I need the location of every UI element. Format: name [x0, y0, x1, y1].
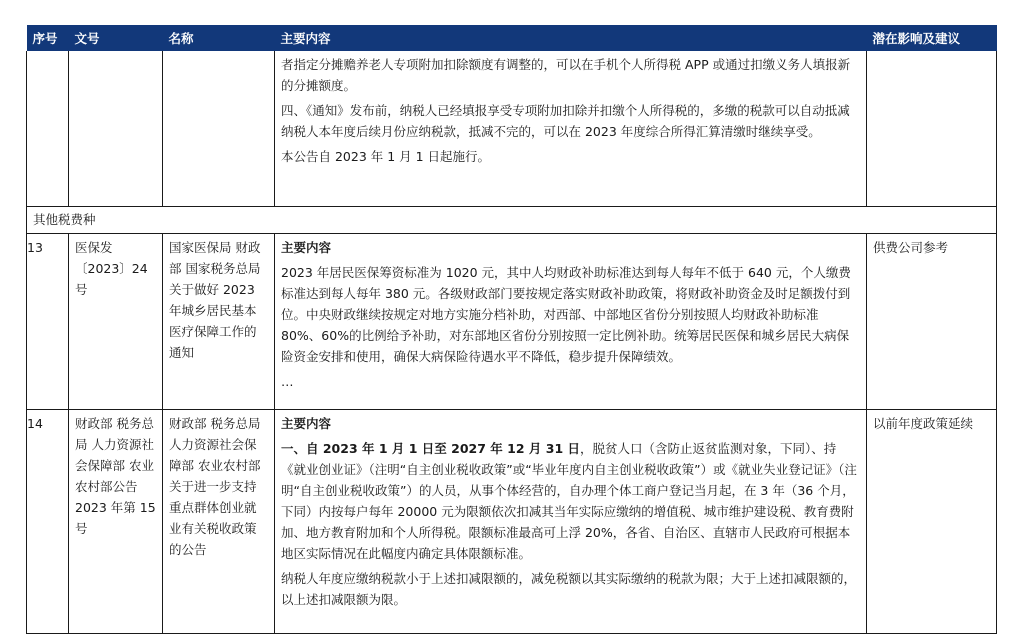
content-paragraph: 2023 年居民医保筹资标准为 1020 元，其中人均财政补助标准达到每人每年不低于 640 元，个人缴费标准达到每人每年 380 元。各级财政部门要按规定落实财政补助政策，将财政补助资金及时足额拨付到位。中央财政继续按规定对地方实施分档补助，对西部、中部地区省份分别按照人均财政补助标准 80%、60%的比例给予补助，对东部地区省份分别按照一定比例补助。统筹居民医保和城乡居民大病保险资金安排和使用，确保大病保险待遇水平不降低，稳步提升保障绩效。 [281, 264, 851, 364]
section-label: 其他税费种 [27, 206, 997, 233]
content-paragraph: 纳税人年度应缴纳税款小于上述扣减限额的，减免税额以其实际缴纳的税款为限；大于上述扣减限额的，以上述扣减限额为限。 [281, 570, 857, 607]
cell-main-content [275, 51, 867, 206]
table-row [27, 233, 997, 409]
policy-table-page [26, 25, 996, 634]
header-impact: 潜在影响及建议 [867, 25, 997, 51]
row-impact: 以前年度政策延续 [867, 409, 997, 633]
header-doc-number: 文号 [69, 25, 163, 51]
header-index: 序号 [27, 25, 69, 51]
cell-doc-number [69, 51, 163, 206]
row-name: 财政部 税务总局 人力资源社会保障部 农业农村部关于进一步支持重点群体创业就业有关税收政策的公告 [163, 409, 275, 633]
row-main-content [275, 409, 867, 633]
header-main-content: 主要内容 [275, 25, 867, 51]
content-heading: 主要内容 [281, 239, 332, 255]
table-header-row [27, 25, 997, 51]
content-paragraph: 四、《通知》发布前，纳税人已经填报享受专项附加扣除并扣缴个人所得税的，多缴的税款可以自动抵减纳税人本年度后续月份应纳税款，抵减不完的，可以在 2023 年度综合所得汇算清缴时继续享受。 [281, 103, 850, 139]
row-doc-number: 财政部 税务总局 人力资源社会保障部 农业农村部公告 2023 年第 15 号 [69, 409, 163, 633]
cell-impact [867, 51, 997, 206]
content-text: ，脱贫人口（含防止返贫监测对象，下同）、持《就业创业证》（注明“自主创业税收政策”或“毕业年度内自主创业税收政策”）或《就业失业登记证》（注明“自主创业税收政策”）的人员，从事个体经营的，自办理个体工商户登记当月起，在 3 年（36 个月，下同）内按每户每年 20000 元为限额依次扣减其当年实际应缴纳的增值税、城市维护建设税、教育费附加、地方教育附加和个人所得税。限额标准最高可上浮 20%，各省、自治区、直辖市人民政府可根据本地区实际情况在此幅度内确定具体限额标准。 [281, 440, 857, 561]
content-paragraph: 本公告自 2023 年 1 月 1 日起施行。 [281, 149, 491, 164]
table-row-continued [27, 51, 997, 206]
section-row-other-taxes [27, 206, 997, 233]
content-ellipsis: … [281, 373, 294, 389]
row-name: 国家医保局 财政部 国家税务总局关于做好 2023 年城乡居民基本医疗保障工作的通知 [163, 233, 275, 409]
content-paragraph [281, 438, 860, 564]
header-name: 名称 [163, 25, 275, 51]
content-heading: 主要内容 [281, 415, 332, 431]
cell-name [163, 51, 275, 206]
table-row [27, 409, 997, 633]
content-paragraph: 者指定分摊赡养老人专项附加扣除额度有调整的，可以在手机个人所得税 APP 或通过扣缴义务人填报新的分摊额度。 [281, 57, 851, 93]
row-index: 14 [27, 409, 69, 633]
row-index: 13 [27, 233, 69, 409]
row-impact: 供费公司参考 [867, 233, 997, 409]
row-doc-number: 医保发〔2023〕24 号 [69, 233, 163, 409]
policy-table [26, 25, 997, 634]
content-bold-lead: 一、自 2023 年 1 月 1 日至 2027 年 12 月 31 日 [281, 440, 580, 456]
cell-index [27, 51, 69, 206]
row-main-content [275, 233, 867, 409]
